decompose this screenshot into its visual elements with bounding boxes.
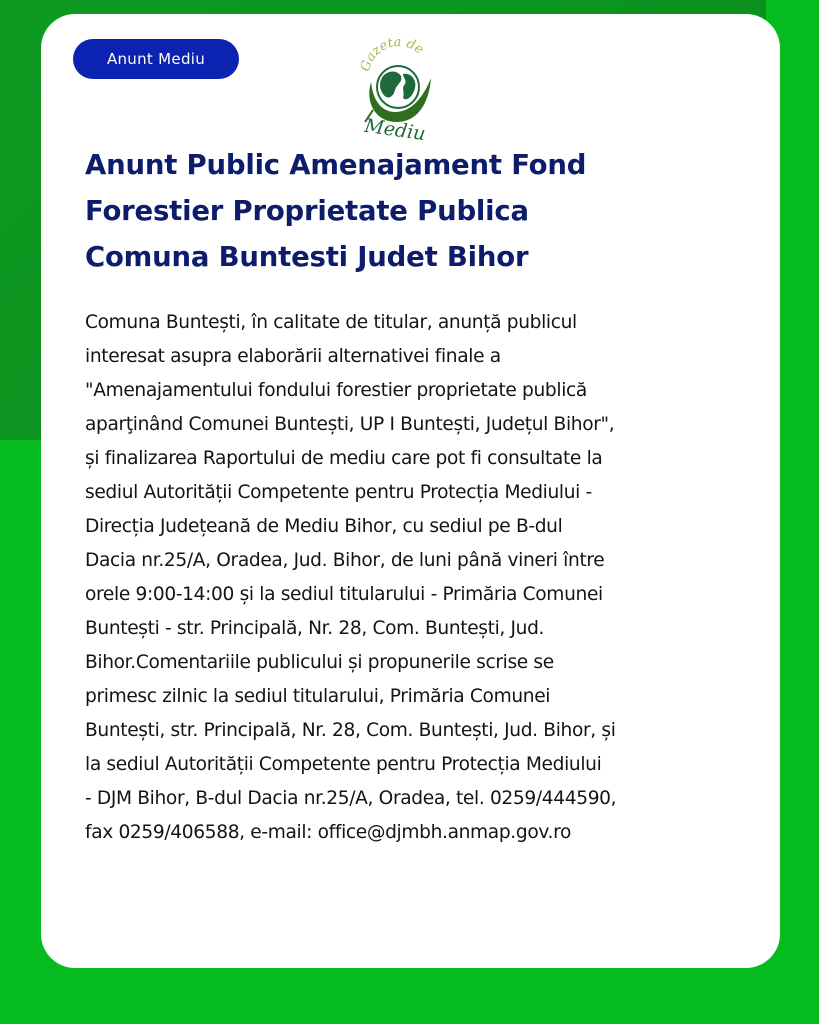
announcement-card <box>41 14 780 968</box>
body-line: "Amenajamentului fondului forestier proprietate publică <box>85 380 587 401</box>
category-badge[interactable] <box>73 39 239 79</box>
body-line: fax 0259/406588, e-mail: office@djmbh.anmap.gov.ro <box>85 822 572 843</box>
body-line: sediul Autorității Competente pentru Protecția Mediului - <box>85 482 592 503</box>
title-line: Forestier Proprietate Publica <box>85 195 529 227</box>
body-line: interesat asupra elaborării alternativei finale a <box>85 346 501 367</box>
title-line: Anunt Public Amenajament Fond <box>85 149 587 181</box>
body-line: la sediul Autorității Competente pentru Protecția Mediului <box>85 754 602 775</box>
body-line: Comuna Buntești, în calitate de titular, anunță publicul <box>85 312 577 333</box>
body-line: și finalizarea Raportului de mediu care pot fi consultate la <box>85 448 603 469</box>
body-line: Buntești - str. Principală, Nr. 28, Com. Buntești, Jud. <box>85 618 545 639</box>
body-line: - DJM Bihor, B-dul Dacia nr.25/A, Oradea, tel. 0259/444590, <box>85 788 617 809</box>
body-line: aparţinând Comunei Buntești, UP I Buntești, Județul Bihor", <box>85 414 615 435</box>
body-line: Direcția Județeană de Mediu Bihor, cu sediul pe B-dul <box>85 516 563 537</box>
announcement-title <box>85 142 745 280</box>
body-line: primesc zilnic la sediul titularului, Primăria Comunei <box>85 686 551 707</box>
gazeta-de-mediu-logo <box>331 30 461 142</box>
category-badge-label: Anunt Mediu <box>106 50 206 68</box>
globe-leaf-icon <box>331 30 461 142</box>
body-line: Buntești, str. Principală, Nr. 28, Com. Buntești, Jud. Bihor, și <box>85 720 616 741</box>
logo-top-text: Gazeta de <box>358 34 427 74</box>
body-line: Dacia nr.25/A, Oradea, Jud. Bihor, de luni până vineri între <box>85 550 605 571</box>
body-line: Bihor.Comentariile publicului și propunerile scrise se <box>85 652 554 673</box>
announcement-body <box>85 306 765 850</box>
body-line: orele 9:00-14:00 și la sediul titularului - Primăria Comunei <box>85 584 603 605</box>
logo-bottom-text: Mediu <box>363 114 427 142</box>
title-line: Comuna Buntesti Judet Bihor <box>85 241 529 273</box>
